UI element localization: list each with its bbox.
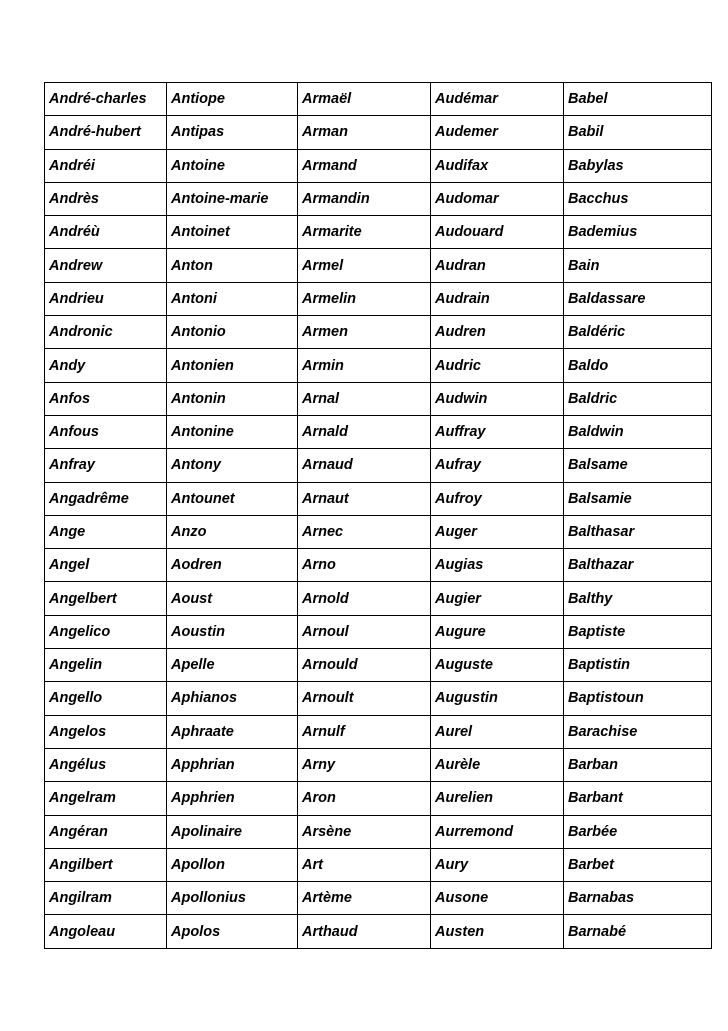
name-cell: Antonien <box>167 349 298 382</box>
table-row <box>45 582 712 615</box>
name-cell: Baptistoun <box>564 682 712 715</box>
name-cell: Art <box>298 848 431 881</box>
name-cell: Babel <box>564 83 712 116</box>
name-cell: Auger <box>431 515 564 548</box>
name-cell: Audren <box>431 316 564 349</box>
table-row <box>45 149 712 182</box>
name-cell: Artème <box>298 882 431 915</box>
name-cell: Apolos <box>167 915 298 948</box>
name-cell: Baptiste <box>564 615 712 648</box>
table-row <box>45 715 712 748</box>
name-cell: Arnulf <box>298 715 431 748</box>
name-cell: Arnoul <box>298 615 431 648</box>
name-cell: Bademius <box>564 216 712 249</box>
table-row <box>45 182 712 215</box>
name-cell: Auffray <box>431 415 564 448</box>
name-cell: Armand <box>298 149 431 182</box>
name-cell: Barbet <box>564 848 712 881</box>
table-row <box>45 83 712 116</box>
name-cell: Baldwin <box>564 415 712 448</box>
name-cell: Antoine-marie <box>167 182 298 215</box>
name-cell: Baldéric <box>564 316 712 349</box>
name-cell: Bacchus <box>564 182 712 215</box>
name-cell: Barachise <box>564 715 712 748</box>
name-cell: Angadrême <box>45 482 167 515</box>
name-cell: Ausone <box>431 882 564 915</box>
name-cell: Arman <box>298 116 431 149</box>
names-table-body <box>45 83 712 949</box>
name-cell: Arnec <box>298 515 431 548</box>
name-cell: Balsamie <box>564 482 712 515</box>
name-cell: Barnabas <box>564 882 712 915</box>
name-cell: Aurèle <box>431 748 564 781</box>
name-cell: Angilbert <box>45 848 167 881</box>
name-cell: Angello <box>45 682 167 715</box>
name-cell: Angéran <box>45 815 167 848</box>
name-cell: Armandin <box>298 182 431 215</box>
name-cell: Andronic <box>45 316 167 349</box>
name-cell: Angoleau <box>45 915 167 948</box>
table-row <box>45 882 712 915</box>
name-cell: Arnoult <box>298 682 431 715</box>
name-cell: Anfos <box>45 382 167 415</box>
name-cell: Aurremond <box>431 815 564 848</box>
name-cell: Angelos <box>45 715 167 748</box>
table-row <box>45 649 712 682</box>
name-cell: Bain <box>564 249 712 282</box>
name-cell: Antonin <box>167 382 298 415</box>
name-cell: Aufray <box>431 449 564 482</box>
name-cell: Augure <box>431 615 564 648</box>
name-cell: Apollon <box>167 848 298 881</box>
name-cell: Baldassare <box>564 282 712 315</box>
name-cell: Apelle <box>167 649 298 682</box>
name-cell: Aurel <box>431 715 564 748</box>
name-cell: Apollonius <box>167 882 298 915</box>
name-cell: Balthazar <box>564 549 712 582</box>
name-cell: Anfous <box>45 415 167 448</box>
name-cell: Austen <box>431 915 564 948</box>
name-cell: Augustin <box>431 682 564 715</box>
name-cell: Antiope <box>167 83 298 116</box>
name-cell: Balthy <box>564 582 712 615</box>
table-row <box>45 615 712 648</box>
name-cell: Antounet <box>167 482 298 515</box>
name-cell: André-hubert <box>45 116 167 149</box>
name-cell: Audifax <box>431 149 564 182</box>
name-cell: Audémar <box>431 83 564 116</box>
table-row <box>45 815 712 848</box>
table-row <box>45 449 712 482</box>
table-row <box>45 415 712 448</box>
name-cell: Aphraate <box>167 715 298 748</box>
name-cell: Arthaud <box>298 915 431 948</box>
name-cell: Barnabé <box>564 915 712 948</box>
name-cell: Apolinaire <box>167 815 298 848</box>
name-cell: Anton <box>167 249 298 282</box>
name-cell: Angelbert <box>45 582 167 615</box>
name-cell: Arnaud <box>298 449 431 482</box>
name-cell: Audomar <box>431 182 564 215</box>
name-cell: Antoinet <box>167 216 298 249</box>
name-cell: Armelin <box>298 282 431 315</box>
name-cell: Baldric <box>564 382 712 415</box>
name-cell: Barbée <box>564 815 712 848</box>
table-row <box>45 249 712 282</box>
name-cell: Antoine <box>167 149 298 182</box>
name-cell: Auguste <box>431 649 564 682</box>
name-cell: Audran <box>431 249 564 282</box>
name-cell: Arnald <box>298 415 431 448</box>
table-row <box>45 282 712 315</box>
name-cell: Aodren <box>167 549 298 582</box>
name-cell: Antoni <box>167 282 298 315</box>
name-cell: Andréi <box>45 149 167 182</box>
table-row <box>45 382 712 415</box>
names-table <box>44 82 712 949</box>
name-cell: Audemer <box>431 116 564 149</box>
name-cell: Arnold <box>298 582 431 615</box>
name-cell: Angel <box>45 549 167 582</box>
name-cell: Audric <box>431 349 564 382</box>
name-cell: Arnould <box>298 649 431 682</box>
name-cell: Andrieu <box>45 282 167 315</box>
name-cell: Andrès <box>45 182 167 215</box>
name-cell: Aurelien <box>431 782 564 815</box>
name-cell: Audrain <box>431 282 564 315</box>
name-cell: Aoustin <box>167 615 298 648</box>
name-cell: Babylas <box>564 149 712 182</box>
name-cell: Baldo <box>564 349 712 382</box>
name-cell: Apphrien <box>167 782 298 815</box>
name-cell: Andy <box>45 349 167 382</box>
name-cell: Audouard <box>431 216 564 249</box>
table-row <box>45 748 712 781</box>
name-cell: Baptistin <box>564 649 712 682</box>
name-cell: Armin <box>298 349 431 382</box>
name-cell: Arny <box>298 748 431 781</box>
name-cell: Andrew <box>45 249 167 282</box>
name-cell: Aron <box>298 782 431 815</box>
table-row <box>45 915 712 948</box>
table-row <box>45 116 712 149</box>
name-cell: André-charles <box>45 83 167 116</box>
name-cell: Antipas <box>167 116 298 149</box>
table-row <box>45 682 712 715</box>
table-row <box>45 515 712 548</box>
name-cell: Arnaut <box>298 482 431 515</box>
table-row <box>45 848 712 881</box>
name-cell: Aufroy <box>431 482 564 515</box>
name-cell: Armaël <box>298 83 431 116</box>
name-cell: Balsame <box>564 449 712 482</box>
name-cell: Armel <box>298 249 431 282</box>
table-row <box>45 549 712 582</box>
name-cell: Apphrian <box>167 748 298 781</box>
name-cell: Aoust <box>167 582 298 615</box>
name-cell: Andréù <box>45 216 167 249</box>
name-cell: Arno <box>298 549 431 582</box>
name-cell: Babil <box>564 116 712 149</box>
name-cell: Angelico <box>45 615 167 648</box>
name-cell: Antony <box>167 449 298 482</box>
name-cell: Armen <box>298 316 431 349</box>
name-cell: Angilram <box>45 882 167 915</box>
name-cell: Barban <box>564 748 712 781</box>
name-cell: Augias <box>431 549 564 582</box>
name-cell: Arsène <box>298 815 431 848</box>
name-cell: Ange <box>45 515 167 548</box>
name-cell: Barbant <box>564 782 712 815</box>
name-cell: Anfray <box>45 449 167 482</box>
name-cell: Angélus <box>45 748 167 781</box>
name-cell: Antonine <box>167 415 298 448</box>
name-cell: Aury <box>431 848 564 881</box>
name-cell: Augier <box>431 582 564 615</box>
name-cell: Aphianos <box>167 682 298 715</box>
name-cell: Anzo <box>167 515 298 548</box>
name-cell: Angelram <box>45 782 167 815</box>
table-row <box>45 482 712 515</box>
table-row <box>45 216 712 249</box>
table-row <box>45 349 712 382</box>
name-cell: Audwin <box>431 382 564 415</box>
name-cell: Balthasar <box>564 515 712 548</box>
name-cell: Arnal <box>298 382 431 415</box>
name-cell: Angelin <box>45 649 167 682</box>
table-row <box>45 782 712 815</box>
table-row <box>45 316 712 349</box>
name-cell: Armarite <box>298 216 431 249</box>
name-cell: Antonio <box>167 316 298 349</box>
